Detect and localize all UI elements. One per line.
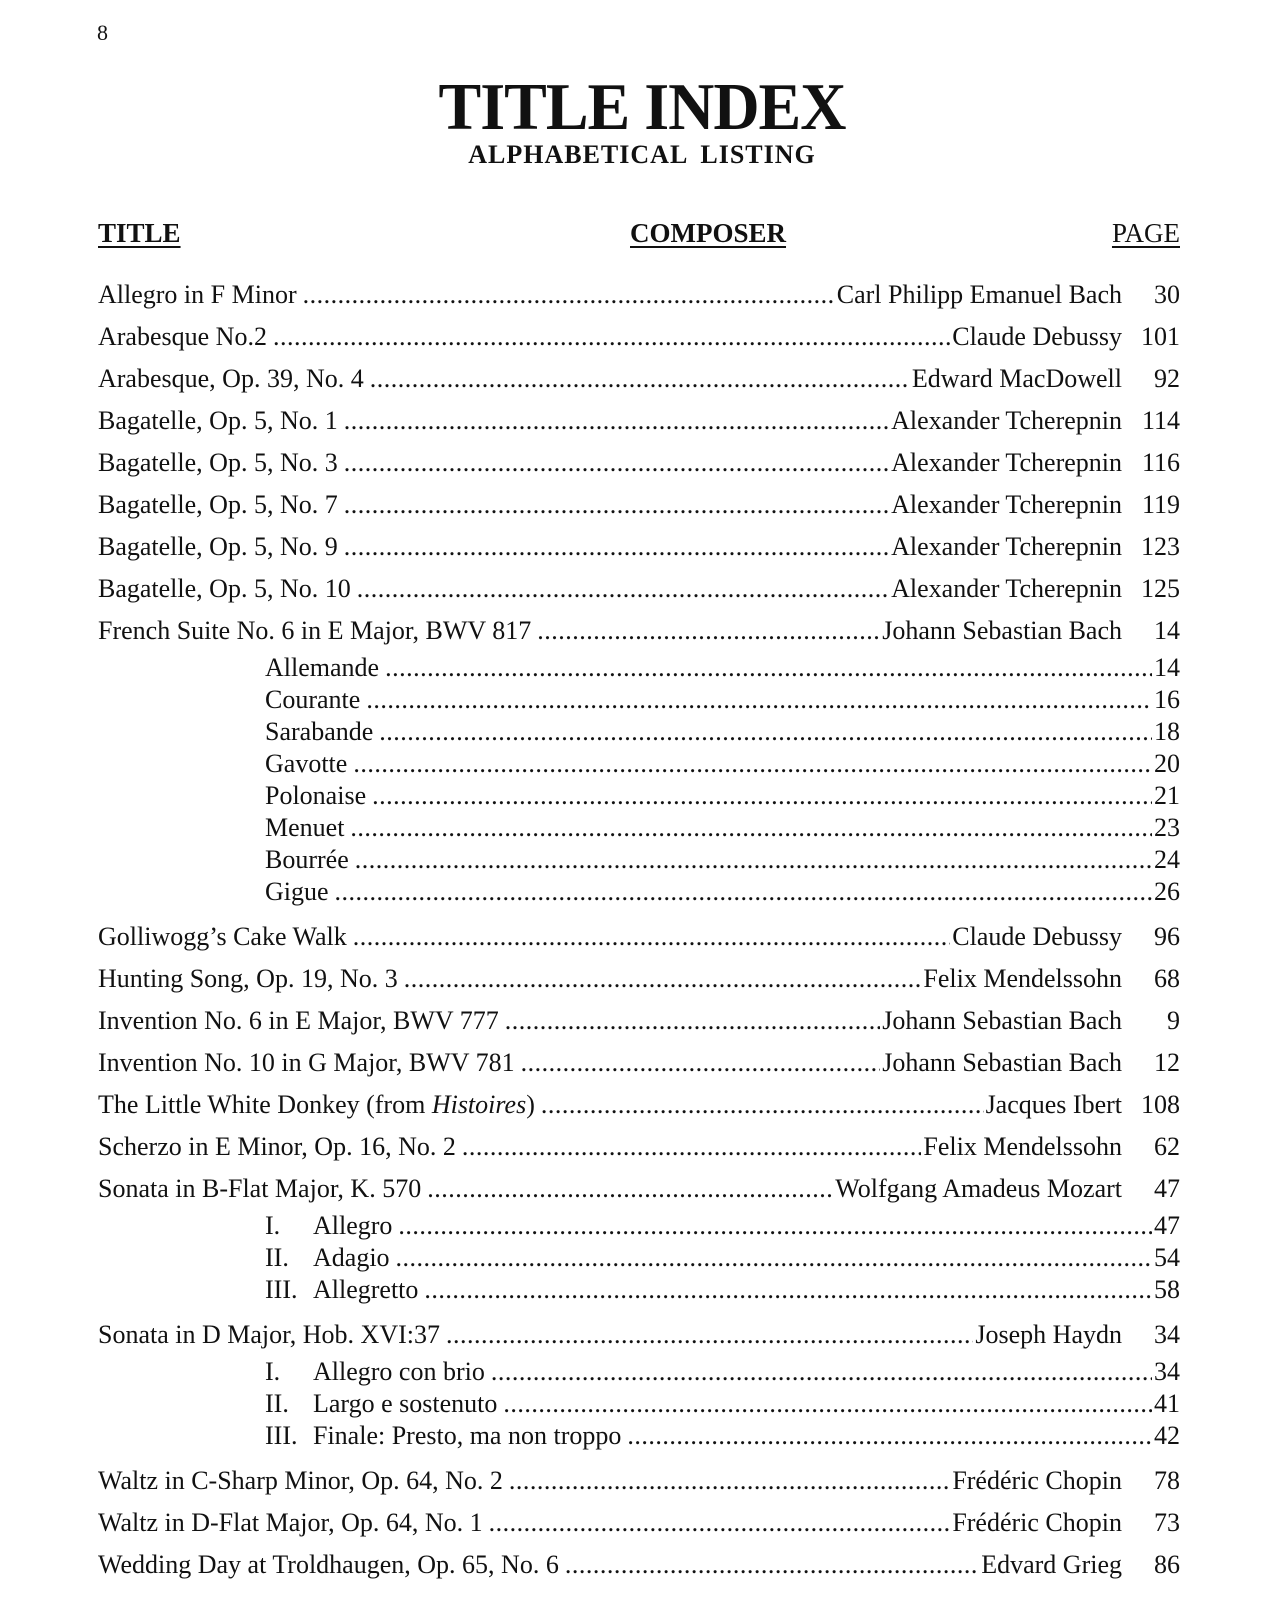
entry-page: 12 [1154, 1048, 1180, 1077]
movement-page: 21 [1154, 781, 1180, 810]
index-entry [98, 316, 1180, 358]
entry-composer: Edward MacDowell [911, 364, 1122, 393]
entry-composer: Alexander Tcherepnin [891, 448, 1122, 477]
movement-page: 54 [1154, 1243, 1180, 1272]
index-entry [98, 1000, 1180, 1042]
leader-dots [344, 400, 889, 442]
entry-composer: Johann Sebastian Bach [882, 1048, 1122, 1077]
movement-entry [98, 844, 1180, 876]
entry-title: Hunting Song, Op. 19, No. 3 [98, 964, 398, 993]
entry-title: Arabesque No.2 [98, 322, 267, 351]
entry-composer: Claude Debussy [952, 322, 1122, 351]
entry-title: Bagatelle, Op. 5, No. 10 [98, 574, 351, 603]
entry-composer: Jacques Ibert [985, 1090, 1122, 1119]
movement-page: 34 [1154, 1357, 1180, 1386]
index-entry [98, 1544, 1180, 1586]
index-entry [98, 358, 1180, 400]
leader-dots [424, 1274, 1152, 1306]
entry-page: 92 [1154, 364, 1180, 393]
index-entry [98, 526, 1180, 568]
leader-dots [344, 526, 889, 568]
movement-entry [98, 716, 1180, 748]
page-title: TITLE INDEX [438, 69, 846, 144]
leader-dots [627, 1420, 1152, 1452]
movement-title: Polonaise [265, 781, 367, 810]
movement-entry [98, 1210, 1180, 1242]
entry-title: The Little White Donkey (from Histoires) [98, 1090, 535, 1119]
leader-dots [385, 652, 1152, 684]
movement-title: III. Allegretto [265, 1275, 419, 1304]
leader-dots [565, 1544, 979, 1586]
movement-number: I. [265, 1357, 281, 1386]
entry-title: Bagatelle, Op. 5, No. 7 [98, 490, 338, 519]
leader-dots [541, 1084, 984, 1126]
movement-title: Menuet [265, 813, 345, 842]
entry-page: 119 [1141, 490, 1180, 519]
movement-page: 41 [1154, 1389, 1180, 1418]
entry-page: 114 [1141, 406, 1180, 435]
entry-page: 101 [1141, 322, 1180, 351]
entry-composer: Alexander Tcherepnin [891, 490, 1122, 519]
entry-page: 125 [1141, 574, 1180, 603]
leader-dots [366, 684, 1152, 716]
movement-entry [98, 684, 1180, 716]
movement-title: II. Largo e sostenuto [265, 1389, 498, 1418]
index-entry [98, 274, 1180, 316]
entry-page: 108 [1141, 1090, 1180, 1119]
leader-dots [446, 1314, 973, 1356]
index-entry [98, 1168, 1180, 1210]
movement-entry [98, 652, 1180, 684]
entry-page: 68 [1154, 964, 1180, 993]
entry-composer: Johann Sebastian Bach [882, 1006, 1122, 1035]
movement-entry [98, 1356, 1180, 1388]
entry-composer: Felix Mendelssohn [923, 1132, 1122, 1161]
leader-dots [350, 812, 1152, 844]
movement-entry [98, 812, 1180, 844]
movement-page: 47 [1154, 1211, 1180, 1240]
entry-composer: Frédéric Chopin [952, 1508, 1122, 1537]
entry-page: 34 [1154, 1320, 1180, 1349]
index-entry [98, 916, 1180, 958]
movement-entry [98, 1242, 1180, 1274]
movement-entry [98, 748, 1180, 780]
entry-page: 96 [1154, 922, 1180, 951]
entry-composer: Alexander Tcherepnin [891, 532, 1122, 561]
movement-number: III. [265, 1275, 298, 1304]
leader-dots [427, 1168, 833, 1210]
movement-page: 20 [1154, 749, 1180, 778]
movement-number: I. [265, 1211, 281, 1240]
entry-composer: Joseph Haydn [975, 1320, 1122, 1349]
leader-dots [462, 1126, 922, 1168]
index-entry [98, 1042, 1180, 1084]
entry-composer: Edvard Grieg [981, 1550, 1122, 1579]
entry-title: Sonata in D Major, Hob. XVI:37 [98, 1320, 440, 1349]
entry-title: Waltz in D-Flat Major, Op. 64, No. 1 [98, 1508, 483, 1537]
movement-number: II. [265, 1389, 289, 1418]
movement-entry [98, 1274, 1180, 1306]
entry-page: 30 [1154, 280, 1180, 309]
movement-page: 26 [1154, 877, 1180, 906]
movement-title: Courante [265, 685, 361, 714]
entry-composer: Wolfgang Amadeus Mozart [835, 1174, 1122, 1203]
movement-entry [98, 1388, 1180, 1420]
leader-dots [357, 568, 889, 610]
index-entry [98, 1502, 1180, 1544]
entry-page: 116 [1141, 448, 1180, 477]
movement-page: 24 [1154, 845, 1180, 874]
page-number: 8 [97, 20, 108, 45]
entry-composer: Claude Debussy [952, 922, 1122, 951]
entry-title: Arabesque, Op. 39, No. 4 [98, 364, 364, 393]
leader-dots [491, 1356, 1152, 1388]
movement-page: 16 [1154, 685, 1180, 714]
entry-composer: Frédéric Chopin [952, 1466, 1122, 1495]
entry-page: 73 [1154, 1508, 1180, 1537]
index-entry [98, 610, 1180, 652]
movement-entry [98, 876, 1180, 908]
entry-page: 14 [1154, 616, 1180, 645]
movement-title: II. Adagio [265, 1243, 390, 1272]
movement-title: Allemande [265, 653, 380, 682]
index-entry [98, 568, 1180, 610]
index-entry [98, 1314, 1180, 1356]
entry-title: French Suite No. 6 in E Major, BWV 817 [98, 616, 532, 645]
entry-page: 9 [1167, 1006, 1180, 1035]
entry-title: Allegro in F Minor [98, 280, 297, 309]
movement-entry [98, 780, 1180, 812]
leader-dots [273, 316, 950, 358]
page-subtitle: ALPHABETICAL LISTING [468, 140, 816, 169]
entry-title: Golliwogg’s Cake Walk [98, 922, 347, 951]
leader-dots [353, 748, 1152, 780]
leader-dots [489, 1502, 951, 1544]
index-entry [98, 484, 1180, 526]
entry-title: Bagatelle, Op. 5, No. 3 [98, 448, 338, 477]
movement-page: 58 [1154, 1275, 1180, 1304]
movement-title: I. Allegro con brio [265, 1357, 485, 1386]
entry-title: Invention No. 10 in G Major, BWV 781 [98, 1048, 515, 1077]
index-entry [98, 1460, 1180, 1502]
entry-composer: Alexander Tcherepnin [891, 574, 1122, 603]
movement-page: 42 [1154, 1421, 1180, 1450]
index-entry [98, 1084, 1180, 1126]
leader-dots [505, 1000, 881, 1042]
leader-dots [404, 958, 922, 1000]
column-header-composer: COMPOSER [630, 218, 787, 248]
entry-page: 47 [1154, 1174, 1180, 1203]
entry-title: Scherzo in E Minor, Op. 16, No. 2 [98, 1132, 456, 1161]
entry-page: 78 [1154, 1466, 1180, 1495]
entry-title-italic: Histoires [431, 1090, 527, 1119]
leader-dots [379, 716, 1152, 748]
leader-dots [303, 274, 835, 316]
movement-entry [98, 1420, 1180, 1452]
entry-title: Sonata in B-Flat Major, K. 570 [98, 1174, 422, 1203]
movement-number: III. [265, 1421, 298, 1450]
leader-dots [370, 358, 910, 400]
entry-composer: Carl Philipp Emanuel Bach [836, 280, 1122, 309]
entry-title: Wedding Day at Troldhaugen, Op. 65, No. 6 [98, 1550, 559, 1579]
entry-composer: Alexander Tcherepnin [891, 406, 1122, 435]
column-header-page: PAGE [1111, 218, 1180, 248]
index-entry [98, 442, 1180, 484]
leader-dots [353, 916, 951, 958]
movement-page: 18 [1154, 717, 1180, 746]
leader-dots [396, 1242, 1152, 1274]
movement-title: III. Finale: Presto, ma non troppo [265, 1421, 622, 1450]
index-list [98, 274, 1180, 1586]
movement-page: 14 [1154, 653, 1180, 682]
leader-dots [521, 1042, 881, 1084]
entry-composer: Johann Sebastian Bach [882, 616, 1122, 645]
leader-dots [398, 1210, 1152, 1242]
leader-dots [344, 442, 889, 484]
leader-dots [344, 484, 889, 526]
entry-page: 62 [1154, 1132, 1180, 1161]
entry-title: Invention No. 6 in E Major, BWV 777 [98, 1006, 499, 1035]
movement-title: Gigue [265, 877, 329, 906]
movement-title: Bourrée [265, 845, 349, 874]
entry-title: Bagatelle, Op. 5, No. 1 [98, 406, 338, 435]
leader-dots [372, 780, 1152, 812]
entry-page: 123 [1141, 532, 1180, 561]
entry-composer: Felix Mendelssohn [923, 964, 1122, 993]
index-entry [98, 958, 1180, 1000]
column-header-title: TITLE [98, 218, 181, 248]
leader-dots [509, 1460, 950, 1502]
leader-dots [355, 844, 1152, 876]
leader-dots [537, 610, 880, 652]
index-entry [98, 400, 1180, 442]
index-entry [98, 1126, 1180, 1168]
leader-dots [335, 876, 1152, 908]
movement-number: II. [265, 1243, 289, 1272]
movement-title: I. Allegro [265, 1211, 393, 1240]
movement-title: Sarabande [265, 717, 374, 746]
leader-dots [503, 1388, 1152, 1420]
entry-title: Waltz in C-Sharp Minor, Op. 64, No. 2 [98, 1466, 503, 1495]
entry-title: Bagatelle, Op. 5, No. 9 [98, 532, 338, 561]
movement-title: Gavotte [265, 749, 348, 778]
entry-page: 86 [1154, 1550, 1180, 1579]
movement-page: 23 [1154, 813, 1180, 842]
